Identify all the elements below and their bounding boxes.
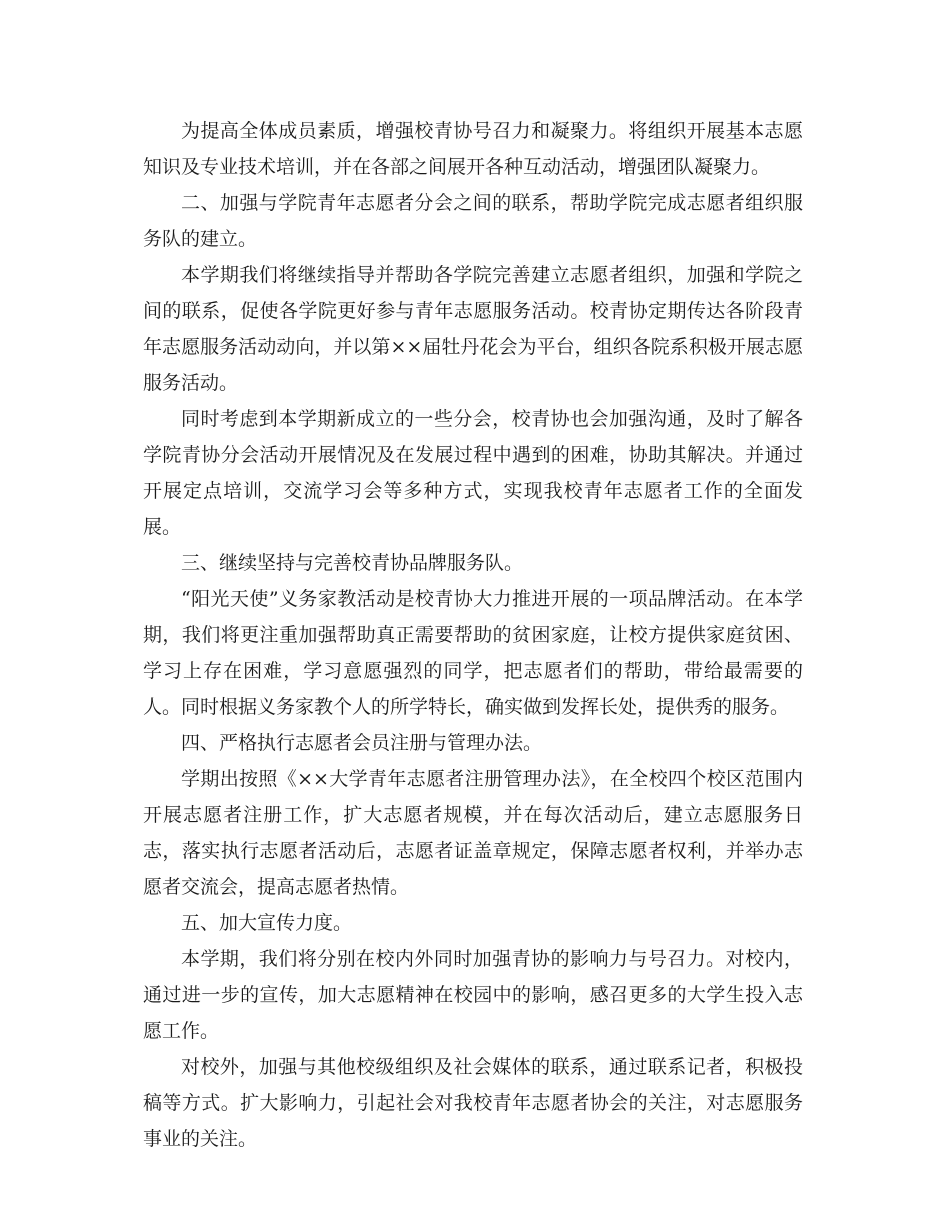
heading-section-3: 三、继续坚持与完善校青协品牌服务队。 [181,552,524,574]
document-body [143,113,803,1157]
heading-section-4: 四、严格执行志愿者会员注册与管理办法。 [181,732,543,754]
paragraph-new-branches: 同时考虑到本学期新成立的一些分会，校青协也会加强沟通，及时了解各学院青协分会活动开展情况及在发展过程中遇到的困难，协助其解决。并通过开展定点培训，交流学习会等多种方式，实现我校青年志愿者工作的全面发展。 [143,408,803,538]
paragraph-training: 为提高全体成员素质，增强校青协号召力和凝聚力。将组织开展基本志愿知识及专业技术培训，并在各部之间展开各种互动活动，增强团队凝聚力。 [143,120,803,178]
paragraph-college-guidance: 本学期我们将继续指导并帮助各学院完善建立志愿者组织，加强和学院之间的联系，促使各学院更好参与青年志愿服务活动。校青协定期传达各阶段青年志愿服务活动动向，并以第××届牡丹花会为平台，组织各院系积极开展志愿服务活动。 [143,264,803,394]
paragraph-registration: 学期出按照《××大学青年志愿者注册管理办法》，在全校四个校区范围内开展志愿者注册工作，扩大志愿者规模，并在每次活动后，建立志愿服务日志，落实执行志愿者活动后，志愿者证盖章规定，保障志愿者权利，并举办志愿者交流会，提高志愿者热情。 [143,768,803,898]
paragraph-off-campus: 对校外，加强与其他校级组织及社会媒体的联系，通过联系记者，积极投稿等方式。扩大影响力，引起社会对我校青年志愿者协会的关注，对志愿服务事业的关注。 [143,1056,803,1150]
paragraph-sunshine-angel: “阳光天使”义务家教活动是校青协大力推进开展的一项品牌活动。在本学期，我们将更注重加强帮助真正需要帮助的贫困家庭，让校方提供家庭贫困、学习上存在困难，学习意愿强烈的同学，把志愿者们的帮助，带给最需要的人。同时根据义务家教个人的所学特长，确实做到发挥长处，提供秀的服务。 [143,588,803,718]
heading-section-2: 二、加强与学院青年志愿者分会之间的联系，帮助学院完成志愿者组织服务队的建立。 [143,192,803,250]
heading-section-5: 五、加大宣传力度。 [181,912,353,934]
paragraph-on-campus: 本学期，我们将分别在校内外同时加强青协的影响力与号召力。对校内，通过进一步的宣传，加大志愿精神在校园中的影响，感召更多的大学生投入志愿工作。 [143,948,803,1042]
